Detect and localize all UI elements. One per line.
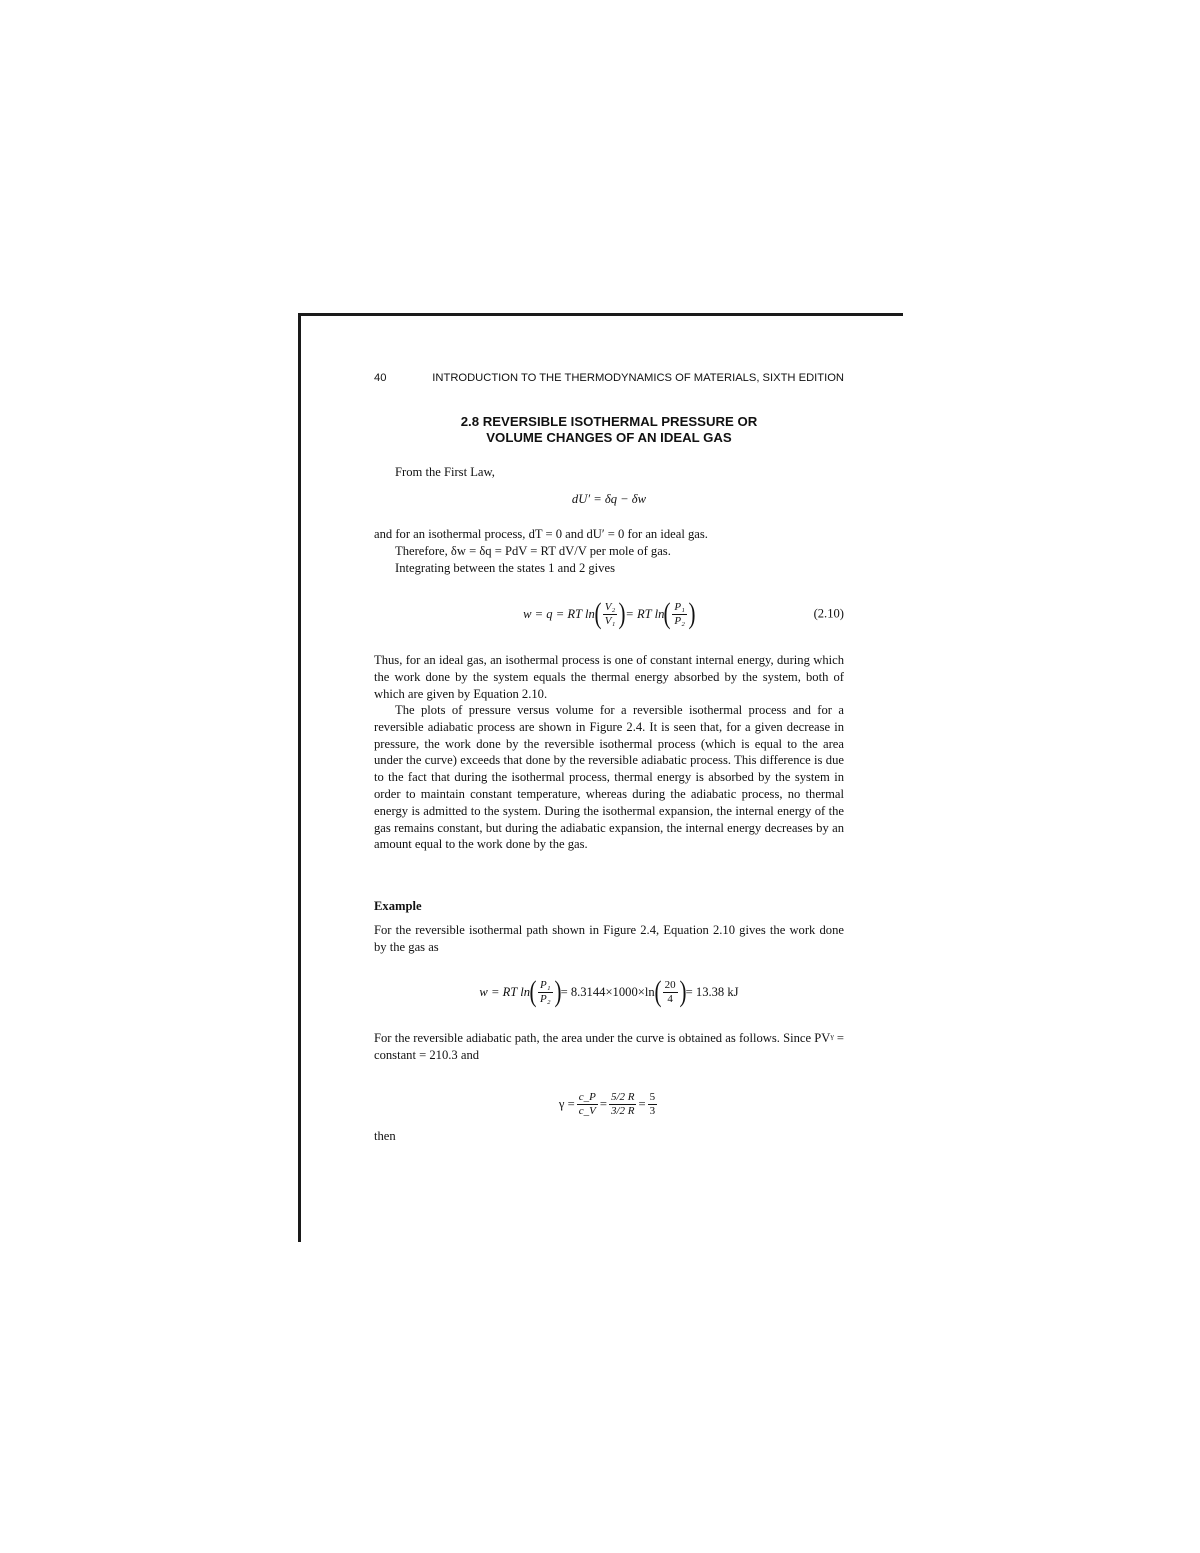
fraction-denominator: 3/2 R: [610, 1104, 635, 1117]
paragraph-first-law: From the First Law,: [395, 465, 495, 479]
eq210-mid: = RT ln: [625, 606, 665, 621]
fraction-denominator: V₁: [604, 614, 616, 627]
equals-sign: =: [599, 1096, 607, 1111]
equation-work: [374, 972, 844, 1012]
eqwork-rhs: = 13.38 kJ: [685, 984, 739, 999]
right-paren: ): [554, 975, 562, 1008]
fraction-numerator: P₁: [674, 600, 685, 613]
eqwork-lhs: w = RT ln: [479, 984, 531, 999]
paragraph-thus: Thus, for an ideal gas, an isothermal process is one of constant internal energy, during which the work done by the system equals the thermal energy absorbed by the system, both of which are given by Equation 2.10.: [374, 653, 844, 701]
right-paren: ): [688, 597, 696, 630]
fraction-denominator: P₂: [674, 614, 685, 627]
fraction-denominator: c_V: [578, 1104, 596, 1117]
fraction-denominator: P₂: [540, 992, 551, 1005]
fraction-p1-p2: [538, 979, 553, 1006]
equation-gamma: [374, 1086, 844, 1122]
fraction-numerator: 5/2 R: [610, 1090, 635, 1103]
fraction-5-3: [648, 1091, 658, 1118]
fraction-p1-p2: [672, 601, 687, 628]
running-title: INTRODUCTION TO THE THERMODYNAMICS OF MATERIALS, SIXTH EDITION: [432, 372, 844, 384]
fraction-20-4: [663, 979, 678, 1006]
equation-2-10: [374, 594, 844, 634]
equation-first-law-text: dU′ = δq − δw: [571, 492, 647, 506]
fraction-numerator: V₂: [604, 600, 616, 613]
fraction-denominator: 3: [649, 1104, 656, 1117]
eqwork-mid: = 8.3144×1000×ln: [560, 984, 655, 999]
section-title-line1: 2.8 REVERSIBLE ISOTHERMAL PRESSURE OR: [460, 414, 758, 429]
paragraph-integrating: Integrating between the states 1 and 2 gives: [395, 561, 615, 575]
eqgamma-lhs: γ =: [558, 1096, 575, 1111]
equation-number: (2.10): [813, 606, 844, 621]
paragraph-then: then: [374, 1129, 396, 1143]
eq210-lhs: w = q = RT ln: [523, 606, 595, 621]
left-paren: (: [529, 975, 537, 1008]
page-number: 40: [374, 372, 387, 384]
page-frame-top: [298, 313, 903, 316]
paragraph-adiabatic: For the reversible adiabatic path, the area under the curve is obtained as follows. Since PVᵞ = constant = 210.3 and: [374, 1031, 844, 1062]
fraction-denominator: 4: [667, 992, 673, 1005]
paragraph-isothermal: and for an isothermal process, dT = 0 and dU′ = 0 for an ideal gas.: [374, 527, 708, 541]
equals-sign: =: [638, 1096, 646, 1111]
fraction-numerator: 20: [664, 978, 676, 991]
fraction-5-2R-3-2R: [609, 1091, 637, 1118]
section-title: [374, 414, 844, 446]
fraction-v2-v1: [603, 601, 618, 628]
page-frame-left: [298, 313, 301, 1242]
right-paren: ): [679, 975, 687, 1008]
right-paren: ): [618, 597, 626, 630]
left-paren: (: [654, 975, 662, 1008]
equation-first-law: [374, 492, 844, 507]
fraction-numerator: c_P: [578, 1090, 596, 1103]
section-title-line2: VOLUME CHANGES OF AN IDEAL GAS: [486, 430, 732, 445]
paragraph-plots: The plots of pressure versus volume for a reversible isothermal process and for a reversible adiabatic process are shown in Figure 2.4. It is seen that, for a given decrease in pressure, the work done by the reversible isothermal process (which is equal to the area under the curve) exceeds that done by the reversible adiabatic process. This difference is due to the fact that during the isothermal process, thermal energy is absorbed by the system in order to maintain constant temperature, whereas during the adiabatic process, no thermal energy is admitted to the system. During the isothermal expansion, the internal energy of the gas remains constant, but during the adiabatic expansion, the internal energy decreases by an amount equal to the work done by the gas.: [374, 703, 844, 852]
fraction-numerator: P₁: [540, 978, 551, 991]
fraction-cp-cv: [577, 1091, 598, 1118]
paragraph-therefore: Therefore, δw = δq = PdV = RT dV/V per mole of gas.: [395, 544, 671, 558]
left-paren: (: [663, 597, 671, 630]
left-paren: (: [594, 597, 602, 630]
example-heading: Example: [374, 899, 422, 913]
paragraph-example: For the reversible isothermal path shown in Figure 2.4, Equation 2.10 gives the work done by the gas as: [374, 923, 844, 954]
fraction-numerator: 5: [649, 1090, 656, 1103]
